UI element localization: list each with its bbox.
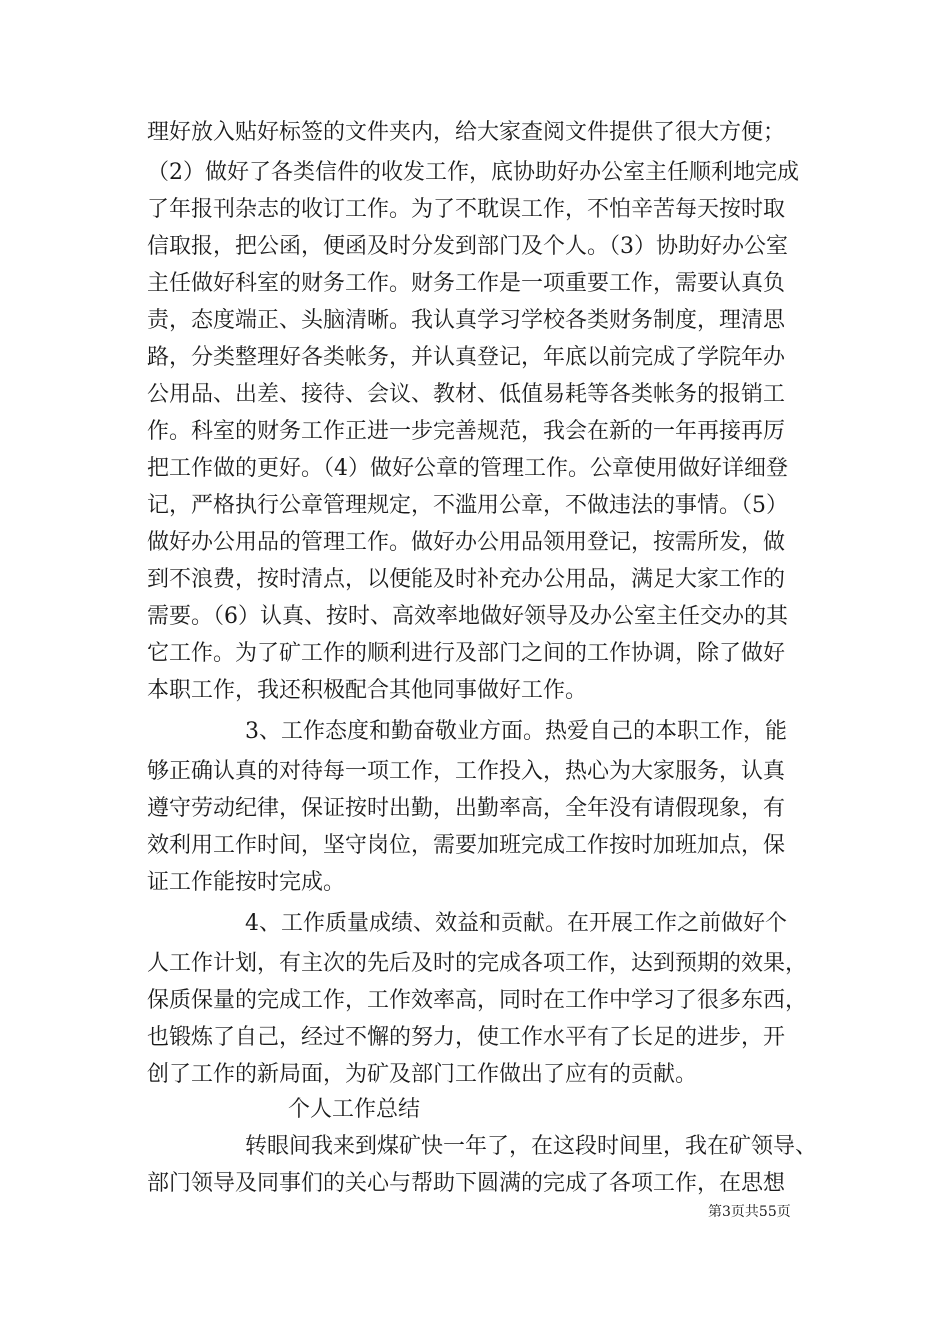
body-line: 本职工作，我还积极配合其他同事做好工作。 [147,678,588,703]
body-line: 效利用工作时间，坚守岗位，需要加班完成工作按时加班加点，保 [147,833,786,858]
body-line: 责，态度端正、头脑清晰。我认真学习学校各类财务制度，理清思 [147,308,786,333]
body-line: 主任做好科室的财务工作。财务工作是一项重要工作，需要认真负 [147,271,786,296]
section-3-heading-line: 3、工作态度和勤奋敬业方面。热爱自己的本职工作，能 [245,719,787,744]
body-line: 也锻炼了自己，经过不懈的努力，使工作水平有了长足的进步，开 [147,1025,786,1050]
body-line: 到不浪费，按时清点，以便能及时补充办公用品，满足大家工作的 [147,567,786,592]
body-line: 了年报刊杂志的收订工作。为了不耽误工作，不怕辛苦每天按时取 [147,197,786,222]
body-line: 转眼间我来到煤矿快一年了，在这段时间里，我在矿领导、 [245,1134,818,1159]
body-line: 它工作。为了矿工作的顺利进行及部门之间的工作协调，除了做好 [147,641,786,666]
body-line: 遵守劳动纪律，保证按时出勤，出勤率高，全年没有请假现象，有 [147,796,786,821]
body-line: 够正确认真的对待每一项工作，工作投入，热心为大家服务，认真 [147,759,786,784]
body-line: 路，分类整理好各类帐务，并认真登记，年底以前完成了学院年办 [147,345,786,370]
body-line: 创了工作的新局面，为矿及部门工作做出了应有的贡献。 [147,1062,698,1087]
body-line: 证工作能按时完成。 [147,870,346,895]
body-line: 记，严格执行公章管理规定，不滥用公章，不做违法的事情。（5） [147,493,788,518]
body-line: 公用品、出差、接待、会议、教材、低值易耗等各类帐务的报销工 [147,382,786,407]
section-title: 个人工作总结 [288,1097,421,1122]
body-line: 保质保量的完成工作，工作效率高，同时在工作中学习了很多东西， [147,988,808,1013]
section-4-heading-line: 4、工作质量成绩、效益和贡献。在开展工作之前做好个 [245,911,787,936]
body-line: 做好办公用品的管理工作。做好办公用品领用登记，按需所发，做 [147,530,786,555]
body-line: 理好放入贴好标签的文件夹内，给大家查阅文件提供了很大方便； [147,120,786,145]
body-line: 需要。（6）认真、按时、高效率地做好领导及办公室主任交办的其 [147,604,788,629]
page-number: 第3页共55页 [708,1204,791,1220]
body-line: 信取报，把公函，便函及时分发到部门及个人。（3）协助好办公室 [147,234,788,259]
body-line: 部门领导及同事们的关心与帮助下圆满的完成了各项工作，在思想 [147,1171,786,1196]
body-line: （2）做好了各类信件的收发工作，底协助好办公室主任顺利地完成 [147,160,799,185]
body-line: 作。科室的财务工作正进一步完善规范，我会在新的一年再接再厉 [147,419,786,444]
body-line: 把工作做的更好。（4）做好公章的管理工作。公章使用做好详细登 [147,456,788,481]
body-line: 人工作计划，有主次的先后及时的完成各项工作，达到预期的效果， [147,951,808,976]
